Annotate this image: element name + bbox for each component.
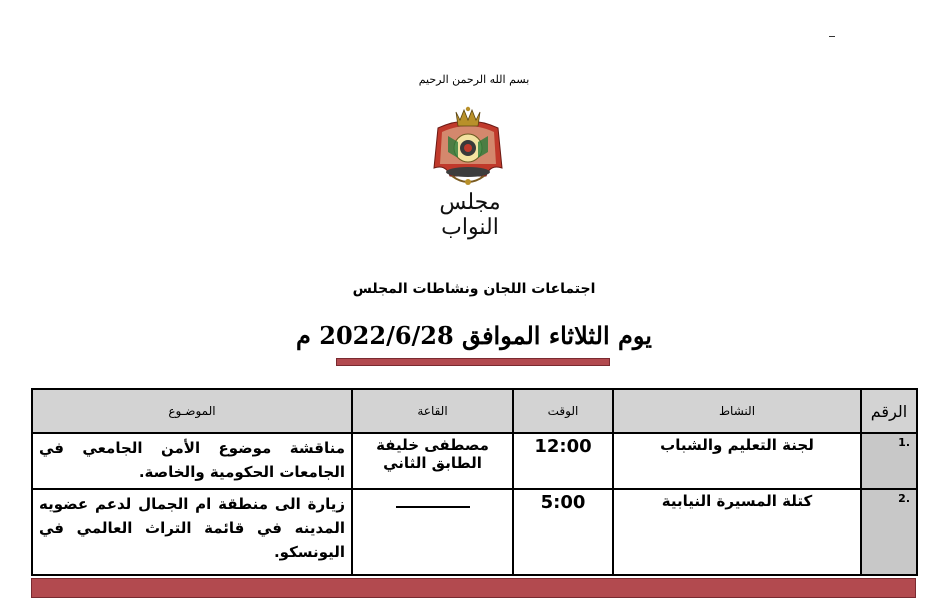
header-hall: القاعة [352,389,513,433]
row-hall [352,489,513,575]
title-underline-bar [336,358,610,366]
empty-hall-line [396,492,470,508]
page-subtitle: اجتماعات اللجان ونشاطات المجلس [352,281,596,297]
header-subject: الموضـوع [32,389,352,433]
row-time: 5:00 [513,489,613,575]
hall-floor: الطابق الثاني [383,454,482,472]
table-row [32,433,917,489]
header-time: الوقت [513,389,613,433]
row-activity: لجنة التعليم والشباب [613,433,861,489]
logo-wordmark: مجلس النواب [439,190,501,240]
row-hall [352,433,513,489]
page-title: يوم الثلاثاء الموافق 2022/6/28 م [296,321,652,350]
schedule-table [31,388,918,576]
header-activity: النشاط [613,389,861,433]
table-row [32,489,917,575]
page-mark [829,36,835,37]
row-time: 12:00 [513,433,613,489]
header-number: الرقم [861,389,917,433]
footer-bar [31,578,916,598]
row-subject: زيارة الى منطقة ام الجمال لدعم عضويه المدينه في قائمة التراث العالمي في اليونسكو. [32,489,352,575]
row-number: .2 [861,489,917,575]
row-number: .1 [861,433,917,489]
table-header-row [32,389,917,433]
basmala: بسم الله الرحمن الرحيم [418,73,530,86]
row-subject: مناقشة موضوع الأمن الجامعي في الجامعات الحكومية والخاصة. [32,433,352,489]
hall-name: مصطفى خليفة [376,436,489,454]
row-activity: كتلة المسيرة النيابية [613,489,861,575]
crown-emblem-icon [430,106,506,190]
